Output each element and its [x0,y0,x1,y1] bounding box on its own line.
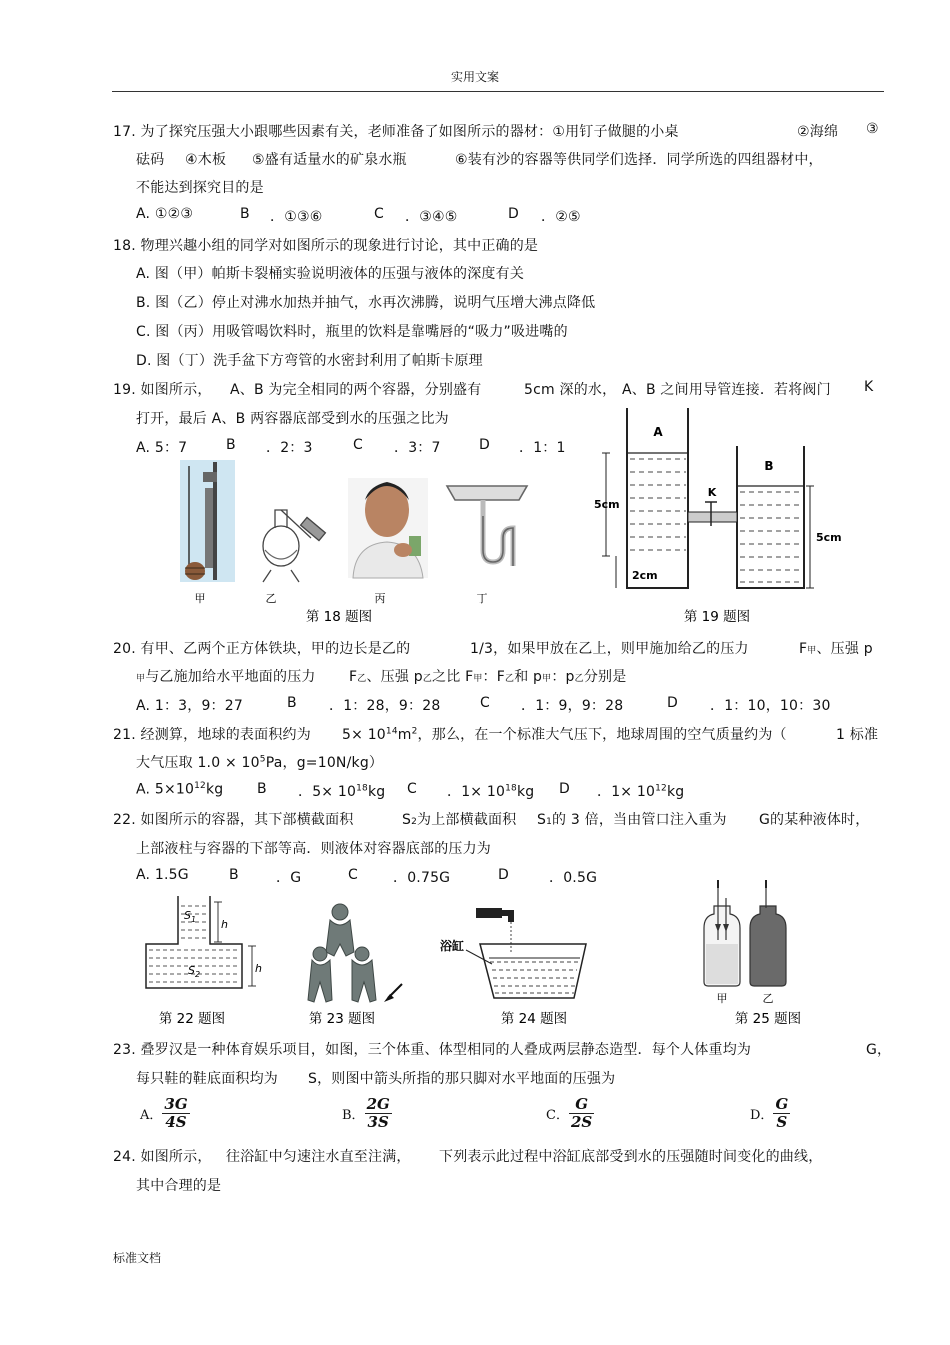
q22-s1-sub: 1 [546,817,553,827]
q20-ratio-f2-sub: 乙 [504,674,515,684]
q23-option-b [342,1096,392,1131]
q21-area-unit: m [397,727,412,743]
q24-line2: 其中合理的是 [136,1178,222,1194]
q20-p2: 、压强 p [366,669,423,685]
q23-option-b-label: B． [342,1108,365,1123]
figure-24 [440,896,630,1030]
q20-option-c: ．1：9，9：28 [521,698,624,714]
fig19-dim-b: 5cm [816,531,842,544]
sink-trap-image [447,486,527,566]
fig24-bathtub-label: 浴缸 [440,939,465,953]
q20-line2i: 分别是 [583,669,627,685]
q23-option-b-fraction [365,1096,392,1131]
q22-line1a: 22. 如图所示的容器，其下部横截面积 [113,812,354,828]
q22-line2: 上部液柱与容器的下部等高．则液体对容器底部的压力为 [136,841,491,857]
q20-option-b: ．1：28，9：28 [329,698,441,714]
q17-option-d: ．②⑤ [541,209,581,225]
q22-option-b: ．G [276,870,302,886]
q21-option-d-unit: kg [666,784,685,800]
q17-line1b: ②海绵 [797,124,839,140]
q21-pressure-exp: 5 [259,754,266,765]
q19-line2: 打开，最后 A、B 两容器底部受到水的压强之比为 [136,411,449,427]
q21-option-a [136,781,223,798]
q23-option-b-num: 2G [366,1095,390,1113]
q21-option-b-exp: 18 [356,783,368,794]
q19-option-b-label: B [226,437,236,453]
q20-ratio-p-sub: 甲 [542,674,552,684]
q19-option-b: ．2：3 [266,440,313,456]
fig19-dim-bottom: 2cm [632,569,658,582]
q20-option-a: A. 1：3，9：27 [136,698,243,714]
q22-option-c-label: C [348,867,358,883]
q23-option-d [750,1096,790,1131]
q19-line1a: 19. 如图所示， [113,382,212,398]
q23-option-b-den: 3S [367,1113,389,1131]
q23-option-a-fraction [162,1096,189,1131]
q17-option-d-label: D [508,206,519,222]
q20-line1d: 、压强 p [816,641,873,657]
q17-line3: 不能达到探究目的是 [136,180,264,196]
q19-option-c-label: C [353,437,363,453]
fig25-caption: 第 25 题图 [734,1011,802,1027]
q23-option-d-fraction [773,1096,790,1131]
page-footer: 标准文档 [113,1251,162,1265]
q20-line2-rest [349,666,626,686]
q21-option-c-label: C [407,781,417,797]
q20-p2-sub: 乙 [422,674,433,684]
header-rule [112,91,884,92]
q21-pressure-coef: 大气压取 1.0 × 10 [136,755,260,771]
q19-option-d: ．1：1 [519,440,566,456]
q20-option-d-label: D [667,695,678,711]
q21-option-c-exp: 18 [505,783,517,794]
q17-line1: 17. 为了探究压强大小跟哪些因素有关，老师准备了如图所示的器材：①用钉子做腿的小桌 [113,124,679,140]
q23-line2b: S，则图中箭头所指的那只脚对水平地面的压强为 [308,1071,616,1087]
q17-line2c: ⑤盛有适量水的矿泉水瓶 [252,152,407,168]
boiling-flask-image [263,510,325,582]
q23-line1g: G， [866,1042,892,1058]
figure-22 [140,892,270,1030]
q23-line1: 23. 叠罗汉是一种体育娱乐项目，如图，三个体重、体型相同的人叠成两层静态造型．每个人体重均为 [113,1042,752,1058]
q23-option-a-den: 4S [165,1113,187,1131]
fig22-h-top: h [221,918,228,931]
q20-ratio-f-sub: 甲 [473,674,483,684]
q21-option-b-label: B [257,781,267,797]
fig24-caption: 第 24 题图 [500,1011,568,1027]
q22-option-a: A. 1.5G [136,867,189,883]
q21-option-c [447,781,534,801]
q20-f2: F [349,669,358,685]
q20-line2b: 与乙施加给水平地面的压力 [145,669,316,685]
q22-option-c: ．0.75G [393,870,451,886]
q22-s2-sub: 2 [411,817,418,827]
q17-line2d: ⑥装有沙的容器等供同学们选择．同学所选的四组器材中， [455,152,823,168]
q21-option-a-exp: 12 [194,781,206,791]
q17-line2: 砝码 [136,152,165,168]
q23-option-c-den: 2S [570,1113,593,1131]
q20-option-c-label: C [480,695,490,711]
q21-line1b [342,724,787,744]
q23-option-c [546,1096,594,1131]
q22-line1b [402,809,516,829]
q23-option-a-label: A． [140,1108,163,1123]
q22-option-d: ．0.5G [549,870,598,886]
fig22-s1 [184,909,196,924]
q20-option-b-label: B [287,695,297,711]
q22-line1e: 的 3 倍，当由管口注入重为 [552,812,727,828]
q19-line1c: 5cm 深的水， [524,382,617,398]
q23-option-d-label: D． [750,1108,774,1123]
q21-area-coef: 5× 10 [342,727,386,743]
q21-option-b [298,781,385,801]
q20-option-d: ．1：10，10：30 [710,698,831,714]
figure-25 [688,878,818,1030]
q20-ratio-p2-sub: 乙 [574,674,584,684]
q21-line2 [136,752,383,772]
fig22-s1-sub: 1 [190,915,197,924]
q22-option-b-label: B [229,867,239,883]
q22-line1c: 为上部横截面积 [417,812,517,828]
fig25-label-jia: 甲 [716,992,728,1005]
q17-option-c-label: C [374,206,384,222]
q18-option-b: B. 图（乙）停止对沸水加热并抽气，水再次沸腾，说明气压增大沸点降低 [136,295,596,311]
q21-option-d [597,781,684,801]
q23-line2a: 每只鞋的鞋底面积均为 [136,1071,278,1087]
q21-option-c-unit: kg [516,784,535,800]
fig19-label-b: B [764,459,774,473]
q23-option-c-fraction [569,1096,594,1131]
fig23-caption: 第 23 题图 [308,1011,376,1027]
q21-option-c-coef: ．1× 10 [447,784,506,800]
q17-option-b-label: B [240,206,250,222]
q23-option-d-den: S [776,1113,788,1131]
q22-s2: S [402,812,412,828]
q20-f-subscript: 甲 [807,646,817,656]
q23-option-c-num: G [569,1096,594,1114]
q21-option-d-coef: ．1× 10 [597,784,656,800]
q19-option-c: ．3：7 [394,440,441,456]
q19-option-d-label: D [479,437,490,453]
figure-19 [594,404,856,626]
fig25-label-yi: 乙 [762,992,774,1005]
fig18-label-jia: 甲 [194,592,206,605]
q17-option-b: ．①③⑥ [270,209,323,225]
q20-f-symbol: F [799,641,808,657]
fig22-s1-letter: S [184,909,191,922]
q18-option-a: A. 图（甲）帕斯卡裂桶实验说明液体的压强与液体的深度有关 [136,266,525,282]
q20-ratio-p: 和 p [514,669,543,685]
q24-line1c: 下列表示此过程中浴缸底部受到水的压强随时间变化的曲线， [439,1149,823,1165]
figure-18 [175,458,535,626]
q24-line1a: 24. 如图所示， [113,1149,212,1165]
q18-option-c: C. 图（丙）用吸管喝饮料时，瓶里的饮料是靠嘴唇的“吸力”吸进嘴的 [136,324,568,340]
q21-area-exp: 14 [385,726,398,737]
q21-option-d-label: D [559,781,570,797]
q23-option-a-num: 3G [164,1095,188,1113]
q20-line1a: 20. 有甲、乙两个正方体铁块，甲的边长是乙的 [113,641,411,657]
q20-line2 [136,666,316,686]
q23-option-a [140,1096,190,1131]
q19-option-a: A. 5：7 [136,440,188,456]
q21-option-a-unit: kg [205,781,224,798]
q22-line1f: G的某种液体时， [759,812,870,828]
fig18-label-ding: 丁 [476,592,488,605]
q19-line1e: K [864,379,874,395]
fig18-label-bing: 丙 [374,592,386,605]
q17-option-c: ．③④⑤ [405,209,458,225]
page-header: 实用文案 [450,70,499,84]
q21-line1d: 1 标准 [836,727,879,743]
pascal-barrel-image [180,460,235,582]
q20-sub-jia: 甲 [136,674,146,684]
q21-option-b-unit: kg [367,784,386,800]
q24-line1b: 往浴缸中匀速注水直至注满， [226,1149,411,1165]
q22-option-d-label: D [498,867,509,883]
q19-line1b: A、B 为完全相同的两个容器，分别盛有 [230,382,482,398]
q21-option-b-coef: ．5× 10 [298,784,357,800]
q21-line1c: ，那么，在一个标准大气压下，地球周围的空气质量约为（ [417,727,787,743]
q17-line2b: ④木板 [185,152,227,168]
q19-line1d: A、B 之间用导管连接．若将阀门 [622,382,831,398]
q20-ratio-f: 之比 F [432,669,474,685]
fig19-label-k: K [707,486,717,499]
fig19-dim-a: 5cm [594,498,620,511]
q21-line1a: 21. 经测算，地球的表面积约为 [113,727,311,743]
fig22-h-bottom: h [255,962,262,975]
q21-line2b: Pa，g=10N/kg） [265,755,384,771]
figure-23 [290,896,410,1030]
boy-drinking-image [348,478,428,578]
q23-option-d-num: G [775,1095,789,1113]
q20-line1b: 1/3，如果甲放在乙上，则甲施加给乙的压力 [470,641,749,657]
q17-option-a: A. ①②③ [136,206,194,222]
q23-option-c-label: C． [546,1108,569,1123]
q21-option-d-exp: 12 [655,783,667,794]
q20-line1-f [799,638,873,658]
fig22-s2-letter: S [188,964,195,977]
q20-ratio-f2: ：F [482,669,505,685]
fig19-caption: 第 19 题图 [683,609,751,625]
fig22-s2-sub: 2 [194,970,201,979]
q18-option-d: D. 图（丁）洗手盆下方弯管的水密封利用了帕斯卡原理 [136,353,483,369]
q21-option-a-coef: A. 5×10 [136,781,195,798]
fig18-caption: 第 18 题图 [305,609,373,625]
q18-stem: 18. 物理兴趣小组的同学对如图所示的现象进行讨论，其中正确的是 [113,238,539,254]
q22-s1: S [537,812,547,828]
q17-line1c: ③ [866,121,879,137]
fig19-label-a: A [653,425,663,439]
fig18-label-yi: 乙 [265,592,277,605]
q20-ratio-p2: ：p [551,669,575,685]
fig22-caption: 第 22 题图 [158,1011,226,1027]
q22-line1d [537,809,727,829]
q21-area-unit-exp: 2 [411,726,418,737]
q20-f2-sub: 乙 [357,674,367,684]
